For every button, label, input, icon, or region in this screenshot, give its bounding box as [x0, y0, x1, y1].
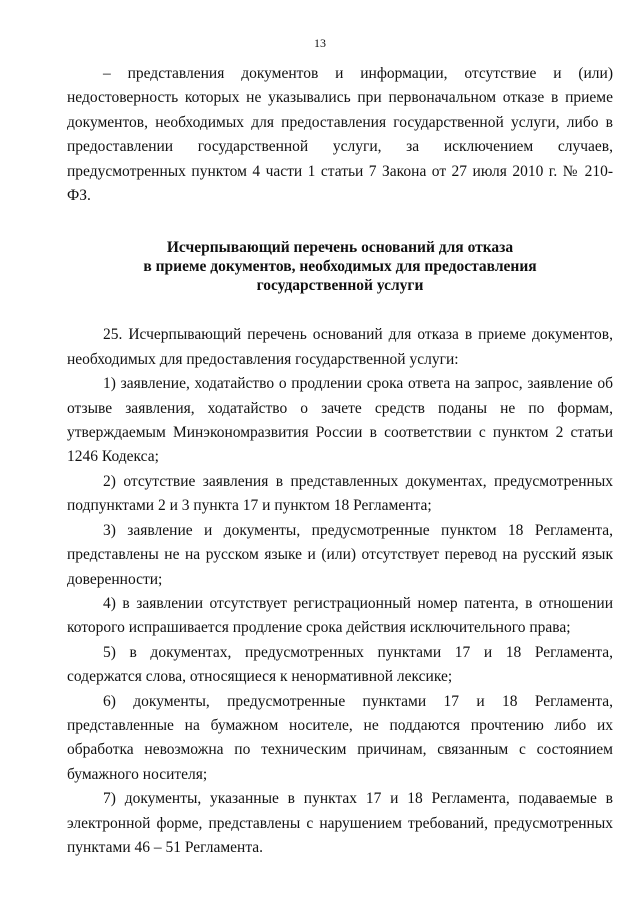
section-heading-line: государственной услуги [256, 277, 424, 295]
section-intro-paragraph: 25. Исчерпывающий перечень оснований для отказа в приеме документов, необходимых для предоставления государственной услуги: [67, 326, 613, 368]
list-item: 2) отсутствие заявления в представленных документах, предусмотренных подпунктами 2 и 3 пункта 17 и пунктом 18 Регламента; [67, 472, 613, 515]
section-heading-line: Исчерпывающий перечень оснований для отказа [166, 239, 514, 257]
intro-paragraph: – представления документов и информации, отсутствие и (или) недостоверность которых не указывались при первоначальном отказе в приеме документов, необходимых для предоставления государственной услуги, либо в предоставлении государственной услуги, за исключением случаев, предусмотренных пунктом 4 части 1 статьи 7 Закона от 27 июля 2010 г. № 210-ФЗ. [67, 65, 613, 205]
list-item: 1) заявление, ходатайство о продлении срока ответа на запрос, заявление об отзыве заявления, ходатайство о зачете средств поданы не по формам, утверждаемым Минэкономразвития России в соответствии с пунктом 2 статьи 1246 Кодекса; [67, 375, 613, 466]
list-item: 4) в заявлении отсутствует регистрационный номер патента, в отношении которого испрашивается продление срока действия исключительного права; [67, 594, 613, 637]
page-number: 13 [314, 36, 326, 50]
section-heading-line: в приеме документов, необходимых для предоставления [143, 258, 537, 276]
list-item: 5) в документах, предусмотренных пунктами 17 и 18 Регламента, содержатся слова, относящиеся к ненормативной лексике; [67, 643, 613, 686]
document-body [67, 62, 613, 860]
section-heading [67, 238, 613, 295]
list-item: 7) документы, указанные в пунктах 17 и 18 Регламента, подаваемые в электронной форме, представлены с нарушением требований, предусмотренных пунктами 46 – 51 Регламента. [67, 790, 613, 856]
list-item: 3) заявление и документы, предусмотренные пунктом 18 Регламента, представлены не на русском языке и (или) отсутствует перевод на русский язык доверенности; [67, 521, 613, 588]
list-item: 6) документы, предусмотренные пунктами 17 и 18 Регламента, представленные на бумажном носителе, не поддаются прочтению либо их обработка невозможна по техническим причинам, связанным с состоянием бумажного носителя; [67, 692, 613, 783]
